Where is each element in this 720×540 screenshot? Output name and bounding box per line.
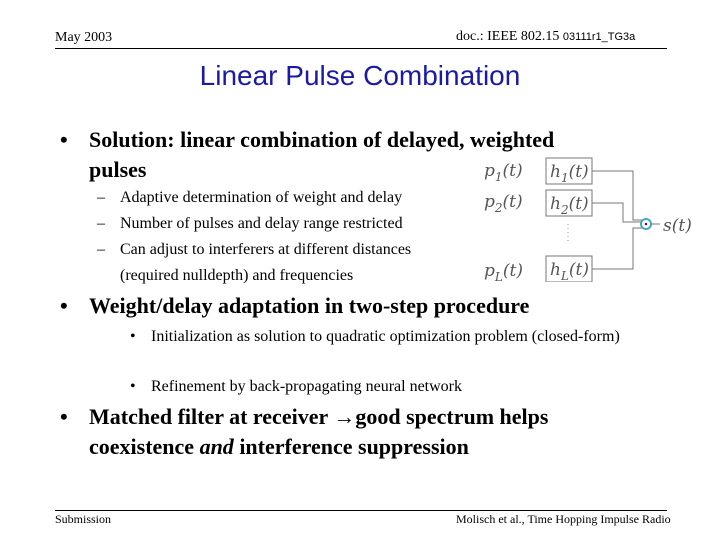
summing-node-center: [645, 223, 648, 226]
subitem-2-text: Number of pulses and delay range restricted: [120, 215, 403, 232]
bullet-2-subitems: [0, 327, 720, 397]
bullet-1-line-1: Solution: linear combination of delayed, weighted: [89, 127, 555, 152]
doc-id-main: doc.: IEEE 802.15: [456, 29, 563, 44]
subitem-1-marker: –: [97, 189, 105, 206]
bullet-1-marker: •: [60, 127, 68, 152]
header-rule: [55, 48, 667, 49]
subitem-1-text: Adaptive determination of weight and delay: [120, 189, 403, 206]
bullet-3-line-2: coexistence and interference suppression: [89, 434, 469, 459]
bullet-1-line-2: pulses: [89, 157, 147, 182]
bullet-3-marker: •: [60, 404, 68, 429]
line-2: [592, 203, 642, 222]
footer-submission: Submission: [55, 512, 112, 526]
header-date: May 2003: [55, 30, 113, 45]
subitem-5-marker: •: [130, 378, 136, 395]
pulse-combination-diagram: [478, 152, 698, 282]
bullet-2-marker: •: [60, 293, 68, 318]
bullet-3-line-1: Matched filter at receiver →good spectrum helps: [89, 404, 549, 429]
subitem-2-marker: –: [97, 215, 105, 232]
subitem-5-text: Refinement by back-propagating neural network: [151, 378, 462, 395]
filter-1-label: $h_1(t)$: [550, 162, 589, 185]
filter-2-label: $h_2(t)$: [550, 194, 589, 217]
doc-id-suffix: 03111r1_TG3a: [562, 31, 636, 43]
line-1: [592, 171, 642, 220]
output-label: s(t): [663, 216, 692, 236]
pulse-1-label: $p_1(t)$: [484, 161, 523, 184]
arrow-icon: →: [333, 404, 356, 429]
bullet-3: [0, 403, 720, 463]
footer-author: Molisch et al., Time Hopping Impulse Radio: [456, 512, 671, 526]
footer-rule: [55, 510, 667, 511]
subitem-3-text: Can adjust to interferers at different distances: [120, 241, 412, 258]
header-document-id: [456, 29, 635, 45]
subitem-3-continuation: (required nulldepth) and frequencies: [120, 267, 354, 284]
pulse-L-label: $p_L(t)$: [484, 261, 523, 282]
filter-L-label: $h_L(t)$: [550, 260, 590, 282]
slide-title: Linear Pulse Combination: [199, 60, 521, 91]
bullet-2: [0, 292, 720, 322]
subitem-4-text: Initialization as solution to quadratic optimization problem (closed-form): [151, 328, 620, 345]
bullet-2-line-1: Weight/delay adaptation in two-step procedure: [89, 293, 530, 318]
bullet-1-subitems: [0, 185, 470, 289]
subitem-4-marker: •: [130, 328, 136, 345]
line-L: [592, 228, 642, 269]
subitem-3-marker: –: [97, 241, 105, 258]
pulse-2-label: $p_2(t)$: [484, 192, 523, 215]
